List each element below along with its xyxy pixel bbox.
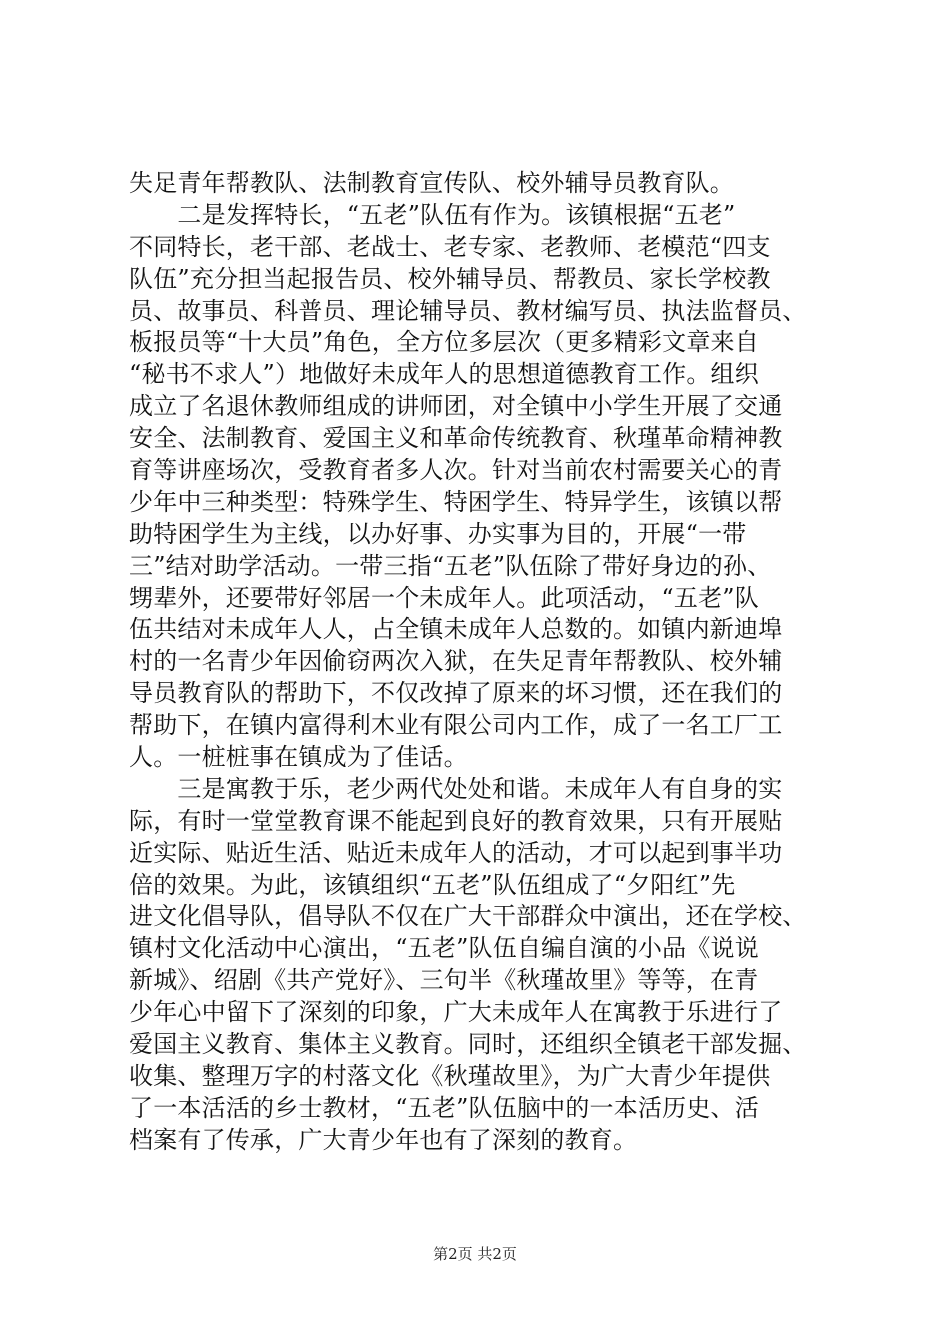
text-line: 镇村文化活动中心演出，“五老”队伍自编自演的小品《说说 xyxy=(129,934,759,963)
text-line: 伍共结对未成年人人，占全镇未成年人总数的。如镇内新迪埠 xyxy=(129,615,783,644)
text-line: 导员教育队的帮助下，不仅改掉了原来的坏习惯，还在我们的 xyxy=(129,679,783,708)
page-footer: 第2页 共2页 xyxy=(433,1245,517,1263)
text-line: 少年心中留下了深刻的印象，广大未成年人在寓教于乐进行了 xyxy=(129,998,783,1027)
text-line: 员、故事员、科普员、理论辅导员、教材编写员、执法监督员、 xyxy=(129,296,807,325)
text-line: 三”结对助学活动。一带三指“五老”队伍除了带好身边的孙、 xyxy=(129,551,772,580)
text-line: 帮助下，在镇内富得利木业有限公司内工作，成了一名工厂工 xyxy=(129,711,783,740)
text-line: 倍的效果。为此，该镇组织“五老”队伍组成了“夕阳红”先 xyxy=(129,870,736,899)
text-line: 安全、法制教育、爱国主义和革命传统教育、秋瑾革命精神教 xyxy=(129,424,783,453)
text-line: 村的一名青少年因偷窃两次入狱，在失足青年帮教队、校外辅 xyxy=(129,647,783,676)
text-line: 新城》、绍剧《共产党好》、三句半《秋瑾故里》等等，在青 xyxy=(129,966,759,995)
text-line: 人。一桩桩事在镇成为了佳话。 xyxy=(129,743,468,772)
text-line: 进文化倡导队，倡导队不仅在广大干部群众中演出，还在学校、 xyxy=(129,902,807,931)
text-line: 近实际、贴近生活、贴近未成年人的活动，才可以起到事半功 xyxy=(129,838,783,867)
text-line: 爱国主义教育、集体主义教育。同时，还组织全镇老干部发掘、 xyxy=(129,1030,807,1059)
text-line: 队伍”充分担当起报告员、校外辅导员、帮教员、家长学校教 xyxy=(129,264,771,293)
text-line: 失足青年帮教队、法制教育宣传队、校外辅导员教育队。 xyxy=(129,169,734,197)
text-line: 甥辈外，还要带好邻居一个未成年人。此项活动，“五老”队 xyxy=(129,583,759,612)
body-text xyxy=(129,168,826,1157)
text-line: 育等讲座场次，受教育者多人次。针对当前农村需要关心的青 xyxy=(129,456,783,485)
text-line: 少年中三种类型：特殊学生、特困学生、特异学生，该镇以帮 xyxy=(129,487,783,516)
text-line: 二是发挥特长，“五老”队伍有作为。该镇根据“五老” xyxy=(129,200,736,229)
text-line: 收集、整理万字的村落文化《秋瑾故里》，为广大青少年提供 xyxy=(129,1061,771,1090)
text-line: 际，有时一堂堂教育课不能起到良好的教育效果，只有开展贴 xyxy=(129,806,783,835)
text-line: 三是寓教于乐，老少两代处处和谐。未成年人有自身的实 xyxy=(129,774,783,803)
text-line: 了一本活活的乡士教材，“五老”队伍脑中的一本活历史、活 xyxy=(129,1093,759,1122)
text-line: 助特困学生为主线，以办好事、办实事为目的，开展“一带 xyxy=(129,519,747,548)
text-line: 板报员等“十大员”角色，全方位多层次（更多精彩文章来自 xyxy=(129,328,759,357)
text-line: 档案有了传承，广大青少年也有了深刻的教育。 xyxy=(129,1125,638,1154)
text-line: 成立了名退休教师组成的讲师团，对全镇中小学生开展了交通 xyxy=(129,392,783,421)
text-line: 不同特长，老干部、老战士、老专家、老教师、老模范“四支 xyxy=(129,232,771,261)
text-line: “秘书不求人”）地做好未成年人的思想道德教育工作。组织 xyxy=(129,360,759,389)
